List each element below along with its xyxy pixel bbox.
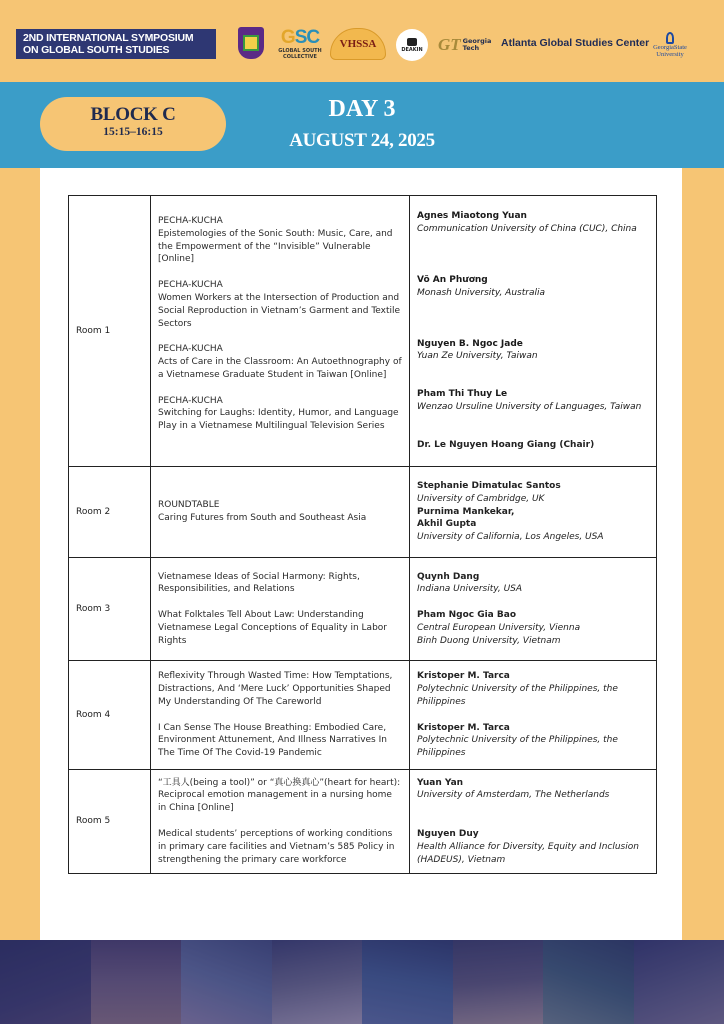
photo-strip-tint — [0, 940, 724, 1024]
presenter-name: Pham Ngoc Gia Bao — [417, 610, 517, 621]
block-time: 15:15–16:15 — [103, 126, 163, 138]
sessions-cell — [151, 661, 410, 770]
presenter-institution: Binh Duong University, Vietnam — [417, 635, 561, 646]
symposium-title-line2: ON GLOBAL SOUTH STUDIES — [23, 44, 170, 56]
gt-mark: GT — [438, 35, 461, 54]
georgia-tech-logo — [438, 34, 491, 56]
gsc-mark-a: G — [280, 27, 295, 48]
block-badge — [40, 97, 226, 151]
deakin-university-logo — [396, 29, 428, 61]
presenter-institution: Polytechnic University of the Philippines, the Philippines — [417, 735, 618, 759]
table-row — [69, 661, 657, 770]
session-title: Caring Futures from South and Southeast Asia — [158, 513, 367, 523]
session-type: PECHA-KUCHA — [158, 215, 223, 226]
vhssa-logo — [330, 28, 386, 60]
room-cell: Room 3 — [69, 558, 151, 661]
table-row — [69, 467, 657, 558]
table-row — [69, 196, 657, 467]
schedule-table — [68, 195, 657, 874]
presenter-institution: University of California, Los Angeles, USA — [417, 532, 604, 543]
georgia-state-university-logo — [648, 30, 692, 60]
block-title: BLOCK C — [90, 104, 176, 125]
gt-line2: Tech — [462, 44, 480, 52]
session-type: PECHA-KUCHA — [158, 395, 223, 406]
gsu-line1: GeorgiaState — [653, 44, 687, 51]
presenter-name: Võ An Phương — [417, 275, 488, 285]
presenter — [417, 210, 649, 236]
presenter-institution: Monash University, Australia — [417, 287, 545, 298]
session-title: Epistemologies of the Sonic South: Music, Care, and the Empowerment of the “Invisible” Vulnerable [Online] — [158, 228, 393, 265]
presenter-name: Kristoper M. Tarca — [417, 671, 510, 682]
vhssa-text: VHSSA — [339, 38, 377, 50]
gsc-mark-b: SC — [294, 27, 320, 48]
day-date: AUGUST 24, 2025 — [289, 130, 435, 151]
presenters-cell — [410, 467, 657, 558]
day-title: DAY 3 — [328, 96, 396, 122]
presenter-name: Pham Thi Thuy Le — [417, 389, 508, 400]
table-row — [69, 770, 657, 874]
session-title: I Can Sense The House Breathing: Embodied Care, Environment Attunement, And Illness Narratives In The Time Of The Covid-19 Pandemic — [158, 722, 387, 759]
gsc-text: GLOBAL SOUTH COLLECTIVE — [278, 48, 322, 60]
presenter-name: Nguyen B. Ngoc Jade — [417, 338, 523, 349]
session-title: Reflexivity Through Wasted Time: How Temptations, Distractions, And ‘Mere Luck’ Opportunities Shaped My Understanding Of The Careworld — [158, 671, 393, 707]
session-title: Switching for Laughs: Identity, Humor, and Language Play in a Vietnamese Multilingual Television Series — [158, 408, 399, 432]
symposium-title — [16, 29, 216, 59]
session-type: PECHA-KUCHA — [158, 344, 223, 355]
session-type: PECHA-KUCHA — [158, 280, 223, 291]
session-title: Women Workers at the Intersection of Production and Social Reproduction in Vietnam’s Garment and Textile Sectors — [158, 292, 401, 329]
global-south-collective-logo — [278, 27, 322, 61]
session-item — [158, 279, 402, 330]
gsu-flame-icon — [666, 32, 674, 44]
photo-strip — [0, 940, 724, 1024]
header — [0, 0, 724, 82]
presenter-institution: Communication University of China (CUC), China — [417, 224, 637, 235]
session-title: Acts of Care in the Classroom: An Autoethnography of a Vietnamese Graduate Student in Taiwan [Online] — [158, 357, 402, 380]
symposium-title-line1: 2ND INTERNATIONAL SYMPOSIUM — [23, 32, 194, 44]
presenters-cell — [410, 196, 657, 467]
session-item — [158, 343, 402, 381]
session-item — [158, 499, 402, 525]
presenter-institution: Yuan Ze University, Taiwan — [417, 351, 538, 362]
presenter — [417, 274, 649, 300]
deakin-mark-icon — [407, 38, 417, 46]
presenter-name: Agnes Miaotong Yuan — [417, 211, 527, 222]
sessions-cell — [151, 558, 410, 661]
presenter-name: Quynh Dang — [417, 571, 480, 582]
session-type: ROUNDTABLE — [158, 500, 220, 511]
session-item — [158, 395, 402, 433]
presenter-institution: University of Amsterdam, The Netherlands — [417, 790, 610, 801]
chair-name: Dr. Le Nguyen Hoang Giang (Chair) — [417, 439, 595, 450]
sessions-cell — [151, 770, 410, 874]
room-cell: Room 2 — [69, 467, 151, 558]
presenters-cell — [410, 770, 657, 874]
presenters-cell — [410, 661, 657, 770]
session-title: What Folktales Tell About Law: Understanding Vietnamese Legal Conceptions of Equality in Labor Rights — [158, 610, 387, 646]
presenter-institution: Central European University, Vienna — [417, 622, 581, 633]
atlanta-global-studies-center-logo: Atlanta Global Studies Center — [501, 37, 650, 49]
presenter-institution: Indiana University, USA — [417, 584, 523, 595]
presenter-name: Akhil Gupta — [417, 519, 477, 530]
presenter-institution: Polytechnic University of the Philippines, the Philippines — [417, 683, 618, 707]
gsu-line2: University — [656, 51, 684, 58]
presenter-name: Nguyen Duy — [417, 829, 479, 840]
presenter-institution: Wenzao Ursuline University of Languages, Taiwan — [417, 401, 642, 412]
presenter-institution: University of Cambridge, UK — [417, 493, 545, 504]
presenter-name: Kristoper M. Tarca — [417, 722, 510, 733]
presenter-name: Stephanie Dimatulac Santos — [417, 481, 561, 491]
presenter-institution: Health Alliance for Diversity, Equity and Inclusion (HADEUS), Vietnam — [417, 841, 639, 865]
table-row — [69, 558, 657, 661]
room-cell: Room 1 — [69, 196, 151, 467]
session-title: Vietnamese Ideas of Social Harmony: Rights, Responsibilities, and Relations — [158, 571, 360, 595]
session-item — [158, 215, 402, 266]
university-crest-logo — [238, 27, 264, 59]
presenters-cell — [410, 558, 657, 661]
sessions-cell — [151, 196, 410, 467]
sessions-cell — [151, 467, 410, 558]
room-cell: Room 5 — [69, 770, 151, 874]
session-title: “工具人(being a tool)” or “真心换真心”(heart for heart): Reciprocal emotion management in a nursing home in China [Online] — [158, 777, 401, 814]
room-cell: Room 4 — [69, 661, 151, 770]
session-title: Medical students’ perceptions of working conditions in primary care facilities and Vietnam’s 585 Policy in strengthening the primary care workforce — [158, 829, 395, 865]
presenter-name: Purnima Mankekar, — [417, 506, 515, 517]
gt-line1: Georgia — [462, 37, 492, 45]
presenter — [417, 388, 649, 414]
presenter — [417, 338, 649, 364]
presenter-name: Yuan Yan — [417, 777, 464, 788]
deakin-text: DEAKIN — [401, 46, 423, 53]
